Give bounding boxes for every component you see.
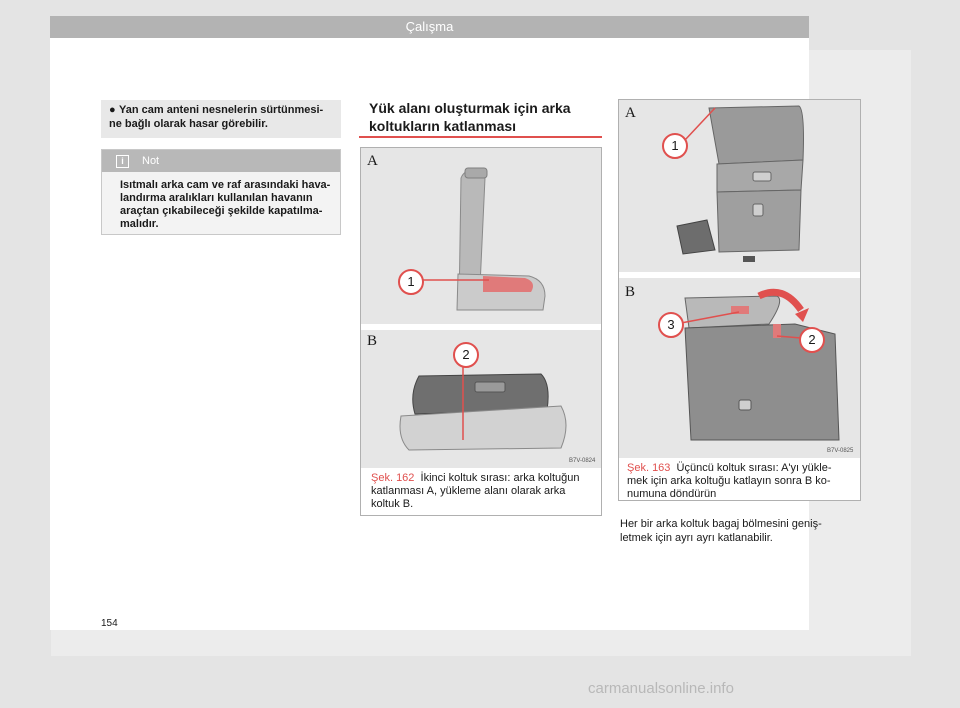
figure-163-callout-3: 3 (658, 312, 684, 338)
figure-162 (360, 147, 602, 516)
figure-162-caption-line-1: İkinci koltuk sırası: arka koltuğun (420, 472, 580, 484)
note-line-1: Isıtmalı arka cam ve raf arasındaki hava- (120, 179, 331, 191)
figure-163-ref: Şek. 163 (627, 462, 671, 474)
body-line-1: Her bir arka koltuk bagaj bölmesini geniş- (620, 518, 822, 530)
section-title (369, 99, 601, 135)
note-line-3: araçtan çıkabileceği şekilde kapatılma- (120, 205, 323, 217)
figure-162-callout-1: 1 (398, 269, 424, 295)
figure-162-callout-2: 2 (453, 342, 479, 368)
bullet-icon: ● (109, 104, 116, 116)
warning-line-1: Yan cam anteni nesnelerin sürtünmesi- (119, 104, 324, 116)
figure-162-ref: Şek. 162 (371, 472, 415, 484)
section-title-rule (359, 136, 602, 138)
figure-163-code: B7V-0825 (827, 448, 854, 454)
note-box (101, 149, 341, 235)
figure-163-panel-a-label: A (625, 105, 636, 121)
body-paragraph (620, 517, 860, 545)
chapter-header (50, 16, 809, 38)
warning-line-2: ne bağlı olarak hasar görebilir. (109, 118, 268, 130)
figure-162-panel-a-label: A (367, 153, 378, 169)
page-number: 154 (101, 618, 118, 629)
figure-162-illustration (361, 148, 601, 468)
note-line-4: malıdır. (120, 218, 159, 230)
note-header (102, 150, 340, 172)
warning-text (109, 103, 337, 131)
section-title-line-2: koltukların katlanması (369, 118, 517, 134)
figure-163-callout-1: 1 (662, 133, 688, 159)
figure-163-caption-line-2: mek için arka koltuğu katlayın sonra B ko- (627, 475, 831, 487)
figure-162-caption (371, 472, 599, 511)
note-text (120, 179, 338, 231)
watermark: carmanualsonline.info (588, 680, 734, 697)
figure-163-caption-line-3: numuna döndürün (627, 488, 717, 500)
figure-163-panel-b-label: B (625, 284, 636, 300)
figure-162-caption-line-3: koltuk B. (371, 498, 414, 510)
figure-163-callout-2: 2 (799, 327, 825, 353)
warning-box (101, 100, 341, 138)
note-line-2: landırma aralıkları kullanılan havanın (120, 192, 313, 204)
body-line-2: letmek için ayrı ayrı katlanabilir. (620, 532, 773, 544)
chapter-title: Çalışma (405, 19, 454, 34)
info-icon: i (116, 155, 129, 168)
figure-163-caption (627, 462, 859, 501)
figure-163-caption-line-1: Üçüncü koltuk sırası: A'yı yükle- (676, 462, 832, 474)
section-title-line-1: Yük alanı oluşturmak için arka (369, 100, 571, 116)
figure-163-illustration (619, 100, 860, 458)
figure-163 (618, 99, 861, 501)
note-label: Not (142, 155, 160, 167)
figure-162-code: B7V-0824 (569, 458, 596, 464)
figure-162-caption-line-2: katlanması A, yükleme alanı olarak arka (371, 485, 566, 497)
figure-162-panel-b-label: B (367, 333, 378, 349)
